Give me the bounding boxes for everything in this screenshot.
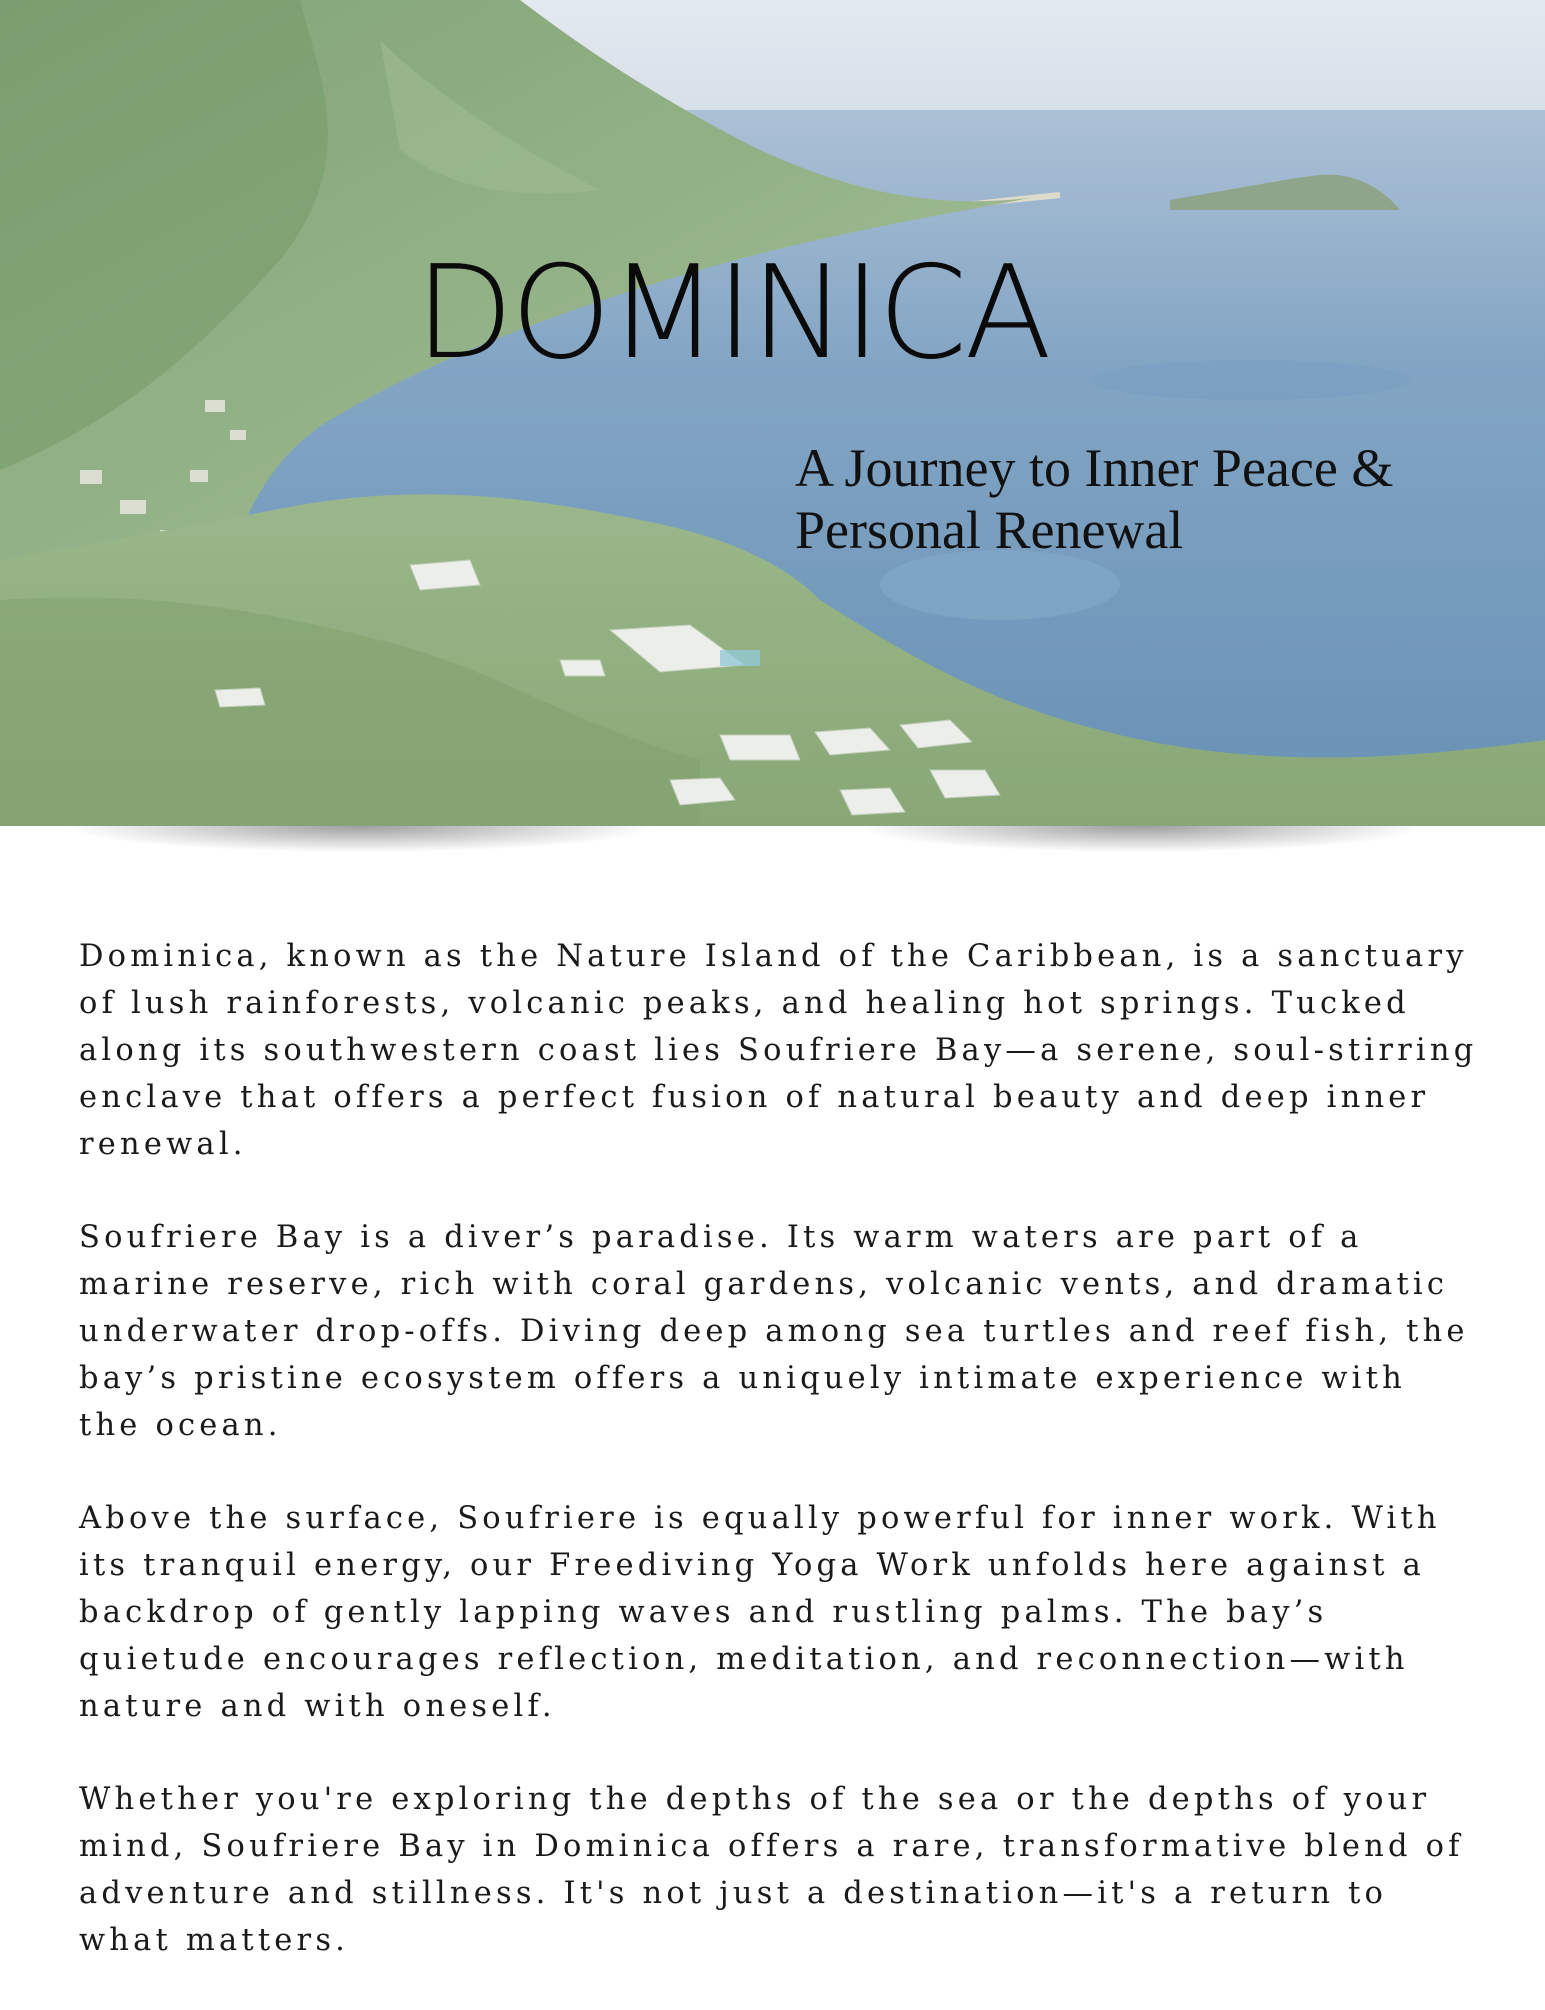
article-paragraph-1: Dominica, known as the Nature Island of the Caribbean, is a sanctuary of lush rainforests, volcanic peaks, and healing hot springs. Tucked along its southwestern coast lies Soufriere Bay—a serene, soul-stirring enclave that offers a perfect fusion of natural beauty and deep inner renewal. <box>79 939 1478 1162</box>
hero-shadow-right <box>860 826 1420 852</box>
hero-banner <box>0 0 1545 826</box>
page-title: DOMINICA <box>415 239 1049 388</box>
page-subtitle: A Journey to Inner Peace & Personal Renewal <box>795 438 1394 560</box>
article-paragraph-4: Whether you're exploring the depths of the sea or the depths of your mind, Soufriere Bay in Dominica offers a rare, transformative blend of adventure and stillness. It's not just a destination—it's a return to what matters. <box>79 1782 1464 1958</box>
hero-overlay <box>0 0 1545 826</box>
hero-shadow-left <box>70 826 650 852</box>
article-body <box>79 933 1479 2010</box>
article-paragraph-2: Soufriere Bay is a diver’s paradise. Its warm waters are part of a marine reserve, rich with coral gardens, volcanic vents, and dramatic underwater drop-offs. Diving deep among sea turtles and reef fish, the bay’s pristine ecosystem offers a uniquely intimate experience with the ocean. <box>79 1220 1469 1443</box>
article-paragraph-3: Above the surface, Soufriere is equally powerful for inner work. With its tranquil energy, our Freediving Yoga Work unfolds here against a backdrop of gently lapping waves and rustling palms. The bay’s quietude encourages reflection, meditation, and reconnection—with nature and with oneself. <box>79 1501 1441 1724</box>
